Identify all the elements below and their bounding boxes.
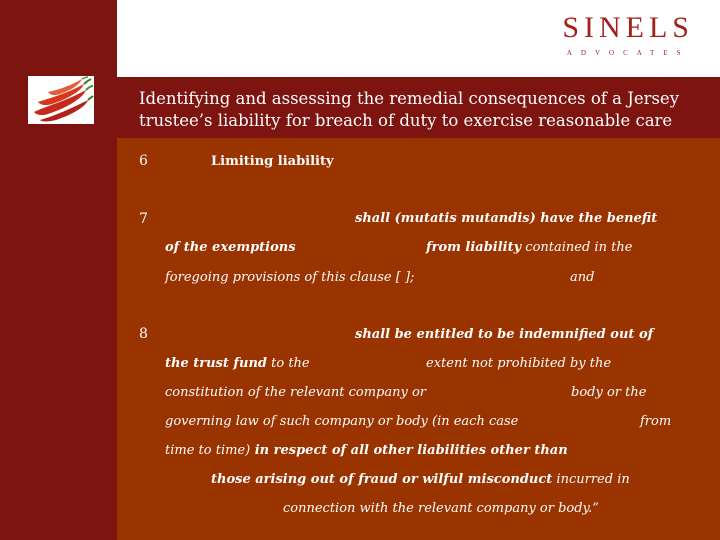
logo-wordmark: SINELS xyxy=(562,11,694,44)
para8-line3a: constitution of the relevant company or xyxy=(165,385,427,400)
para7-number: 7 xyxy=(139,211,148,227)
para8-line7: connection with the relevant company or body.” xyxy=(283,501,599,516)
para8-line6a: those arising out of fraud or wilful misconduct xyxy=(211,472,553,487)
section-heading: Limiting liability xyxy=(211,154,334,169)
logo-subtitle: ADVOCATES xyxy=(566,49,690,57)
para8-line2 xyxy=(165,356,310,371)
para7-line3a: foregoing provisions of this clause [ ]; xyxy=(165,270,415,285)
para8-number: 8 xyxy=(139,326,148,342)
sinels-logo xyxy=(562,12,694,58)
para7-line3b: and xyxy=(570,270,595,285)
para8-line5b: in respect of all other liabilities other than xyxy=(250,443,568,458)
para7-line2c: contained in the xyxy=(521,240,633,255)
para8-line6b: incurred in xyxy=(552,472,630,487)
chili-peppers-icon xyxy=(28,76,94,124)
para8-line6 xyxy=(211,472,630,487)
para8-line2c: extent not prohibited by the xyxy=(426,356,612,371)
para8-line2a: the trust fund xyxy=(165,356,267,371)
para7-line2b: from liability xyxy=(426,240,522,255)
chili-image xyxy=(28,76,94,124)
para8-line5a: time to time) xyxy=(165,443,251,458)
para8-line3b: body or the xyxy=(571,385,647,400)
para8-line5 xyxy=(165,443,568,458)
para8-line1: shall be entitled to be indemnified out of xyxy=(355,327,654,342)
para8-line4b: from xyxy=(640,414,672,429)
para8-line2b: to the xyxy=(267,356,310,371)
para7-line2a: of the exemptions xyxy=(165,240,296,255)
para7-line1: shall (mutatis mutandis) have the benefit xyxy=(355,211,658,226)
para7-line2 xyxy=(426,240,632,255)
para8-line4a: governing law of such company or body (in each case xyxy=(165,414,519,429)
header-band xyxy=(117,0,720,77)
section-number: 6 xyxy=(139,153,148,169)
slide-title: Identifying and assessing the remedial consequences of a Jersey trustee’s liability for breach of duty to exercise reasonable care xyxy=(139,89,680,130)
